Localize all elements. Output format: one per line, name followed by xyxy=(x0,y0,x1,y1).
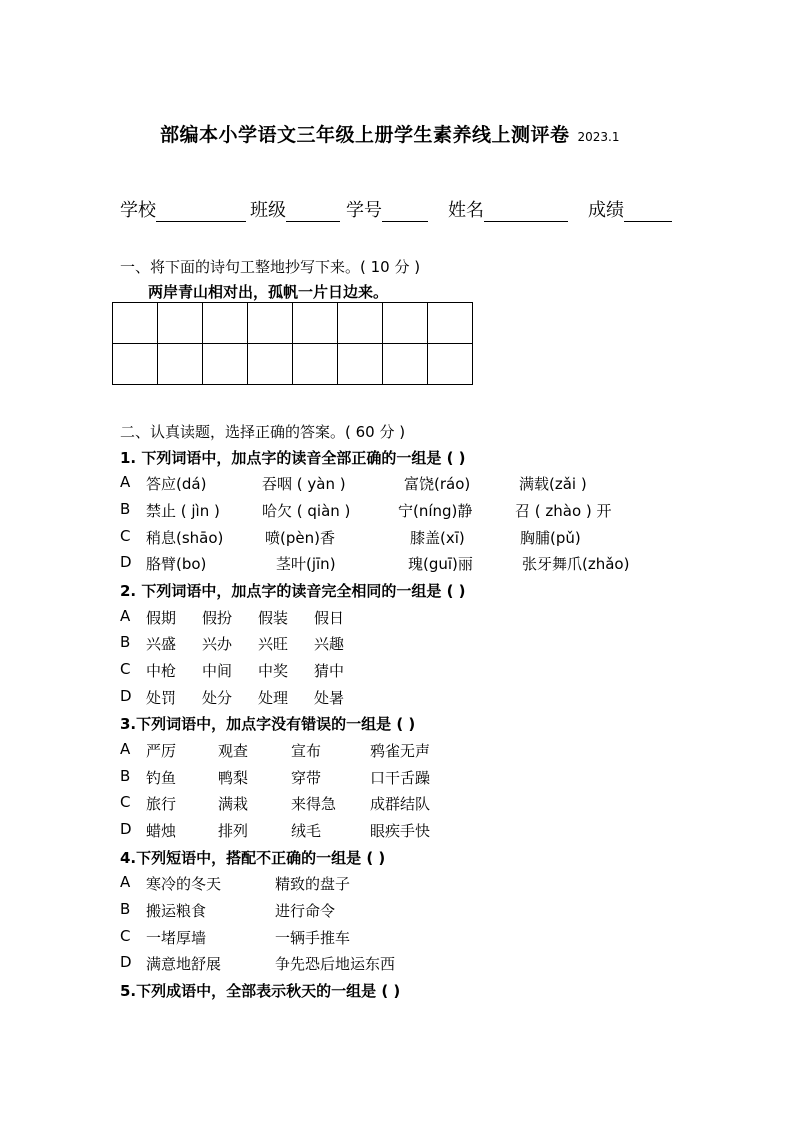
q2-b-item: 兴旺 xyxy=(258,635,289,653)
q2-option-c-label: C xyxy=(120,660,131,678)
q2-d-item: 处暑 xyxy=(314,689,345,707)
q4-d-item: 争先恐后地运东西 xyxy=(275,955,396,973)
school-blank[interactable] xyxy=(156,203,246,222)
q2-a-item: 假日 xyxy=(314,609,345,627)
info-class-label: 班级 xyxy=(250,200,286,221)
grid-cell[interactable] xyxy=(158,303,203,344)
question-1-stem: 1. 下列词语中，加点字的读音全部正确的一组是 ( ) xyxy=(120,449,466,467)
score-blank[interactable] xyxy=(624,203,672,222)
grid-cell[interactable] xyxy=(158,344,203,385)
q3-c-item: 满栽 xyxy=(218,795,249,813)
info-number xyxy=(346,196,428,222)
grid-cell[interactable] xyxy=(113,303,158,344)
q4-a-item: 寒冷的冬天 xyxy=(146,875,222,893)
grid-cell[interactable] xyxy=(203,344,248,385)
grid-cell[interactable] xyxy=(293,344,338,385)
q3-d-item: 蜡烛 xyxy=(146,822,177,840)
grid-cell[interactable] xyxy=(293,303,338,344)
q4-option-d-label: D xyxy=(120,953,132,971)
q3-a-item: 观查 xyxy=(218,742,249,760)
grid-cell[interactable] xyxy=(248,344,293,385)
q1-d-item: 瑰(guī)丽 xyxy=(408,555,473,573)
q3-d-item: 排列 xyxy=(218,822,249,840)
info-name-label: 姓名 xyxy=(448,200,484,221)
section1-heading: 一、将下面的诗句工整地抄写下来。( 10 分 ) xyxy=(120,258,421,276)
q3-option-c-label: C xyxy=(120,793,131,811)
q4-c-item: 一辆手推车 xyxy=(275,929,351,947)
q3-option-b-label: B xyxy=(120,767,131,785)
q1-b-item: 哈欠 ( qiàn ) xyxy=(262,502,351,520)
question-2-stem: 2. 下列词语中，加点字的读音完全相同的一组是 ( ) xyxy=(120,582,466,600)
q1-b-item: 宁(níng)静 xyxy=(398,502,473,520)
q2-option-a-label: A xyxy=(120,607,131,625)
q3-d-item: 眼疾手快 xyxy=(370,822,431,840)
q3-b-item: 鸭梨 xyxy=(218,769,249,787)
q2-b-item: 兴盛 xyxy=(146,635,177,653)
number-blank[interactable] xyxy=(382,203,428,222)
info-number-label: 学号 xyxy=(346,200,382,221)
grid-cell[interactable] xyxy=(338,303,383,344)
info-school-label: 学校 xyxy=(120,200,156,221)
title-text: 部编本小学语文三年级上册学生素养线上测评卷 xyxy=(160,124,570,146)
grid-cell[interactable] xyxy=(203,303,248,344)
q2-c-item: 猜中 xyxy=(314,662,345,680)
q3-c-item: 成群结队 xyxy=(370,795,431,813)
class-blank[interactable] xyxy=(286,203,340,222)
q1-b-item: 召 ( zhào ) 开 xyxy=(515,502,612,520)
grid-cell[interactable] xyxy=(338,344,383,385)
q1-d-item: 张牙舞爪(zhǎo) xyxy=(522,555,630,573)
grid-row xyxy=(113,344,473,385)
q1-d-item: 茎叶(jīn) xyxy=(276,555,336,573)
page-title xyxy=(160,120,620,147)
q1-c-item: 喷(pèn)香 xyxy=(265,529,335,547)
info-school xyxy=(120,196,246,222)
q2-d-item: 处罚 xyxy=(146,689,177,707)
info-score xyxy=(588,196,672,222)
q2-c-item: 中奖 xyxy=(258,662,289,680)
q3-option-d-label: D xyxy=(120,820,132,838)
q1-a-item: 富饶(ráo) xyxy=(404,475,471,493)
poem-line: 两岸青山相对出，孤帆一片日边来。 xyxy=(148,283,389,301)
q1-a-item: 满载(zǎi ) xyxy=(519,475,587,493)
q2-option-d-label: D xyxy=(120,687,132,705)
q3-a-item: 严厉 xyxy=(146,742,177,760)
q4-option-b-label: B xyxy=(120,900,131,918)
q4-d-item: 满意地舒展 xyxy=(146,955,222,973)
info-name xyxy=(448,196,568,222)
title-year: 2023.1 xyxy=(577,130,620,144)
q3-a-item: 宣布 xyxy=(291,742,322,760)
q1-d-item: 胳臂(bo) xyxy=(146,555,207,573)
q1-option-d-label: D xyxy=(120,553,132,571)
grid-cell[interactable] xyxy=(248,303,293,344)
q2-a-item: 假装 xyxy=(258,609,289,627)
q1-option-a-label: A xyxy=(120,473,131,491)
question-4-stem: 4.下列短语中，搭配不正确的一组是 ( ) xyxy=(120,849,386,867)
q4-b-item: 进行命令 xyxy=(275,902,336,920)
q2-c-item: 中枪 xyxy=(146,662,177,680)
q3-d-item: 绒毛 xyxy=(291,822,322,840)
q4-c-item: 一堵厚墙 xyxy=(146,929,207,947)
q1-c-item: 膝盖(xī) xyxy=(410,529,465,547)
grid-row xyxy=(113,303,473,344)
question-3-stem: 3.下列词语中，加点字没有错误的一组是 ( ) xyxy=(120,715,416,733)
q3-b-item: 穿带 xyxy=(291,769,322,787)
q1-a-item: 吞咽 ( yàn ) xyxy=(262,475,346,493)
info-class xyxy=(250,196,340,222)
q3-b-item: 钓鱼 xyxy=(146,769,177,787)
q3-c-item: 旅行 xyxy=(146,795,177,813)
q2-a-item: 假扮 xyxy=(202,609,233,627)
grid-cell[interactable] xyxy=(383,344,428,385)
q1-c-item: 胸脯(pǔ) xyxy=(520,529,581,547)
q3-a-item: 鸦雀无声 xyxy=(370,742,431,760)
name-blank[interactable] xyxy=(484,203,568,222)
q2-option-b-label: B xyxy=(120,633,131,651)
question-5-stem: 5.下列成语中，全部表示秋天的一组是 ( ) xyxy=(120,982,401,1000)
q1-option-c-label: C xyxy=(120,527,131,545)
q1-a-item: 答应(dá) xyxy=(146,475,207,493)
q2-c-item: 中间 xyxy=(202,662,233,680)
q3-c-item: 来得急 xyxy=(291,795,337,813)
q4-option-a-label: A xyxy=(120,873,131,891)
q4-a-item: 精致的盘子 xyxy=(275,875,351,893)
q2-b-item: 兴趣 xyxy=(314,635,345,653)
q2-d-item: 处分 xyxy=(202,689,233,707)
grid-cell[interactable] xyxy=(113,344,158,385)
q2-a-item: 假期 xyxy=(146,609,177,627)
q4-option-c-label: C xyxy=(120,927,131,945)
q3-option-a-label: A xyxy=(120,740,131,758)
info-score-label: 成绩 xyxy=(588,200,624,221)
grid-cell[interactable] xyxy=(428,344,473,385)
q2-d-item: 处理 xyxy=(258,689,289,707)
q4-b-item: 搬运粮食 xyxy=(146,902,207,920)
section2-heading: 二、认真读题，选择正确的答案。( 60 分 ) xyxy=(120,423,406,441)
grid-cell[interactable] xyxy=(383,303,428,344)
q2-b-item: 兴办 xyxy=(202,635,233,653)
q1-option-b-label: B xyxy=(120,500,131,518)
writing-grid xyxy=(112,302,473,385)
q3-b-item: 口干舌躁 xyxy=(370,769,431,787)
q1-b-item: 禁止 ( jìn ) xyxy=(146,502,220,520)
grid-cell[interactable] xyxy=(428,303,473,344)
q1-c-item: 稍息(shāo) xyxy=(146,529,224,547)
